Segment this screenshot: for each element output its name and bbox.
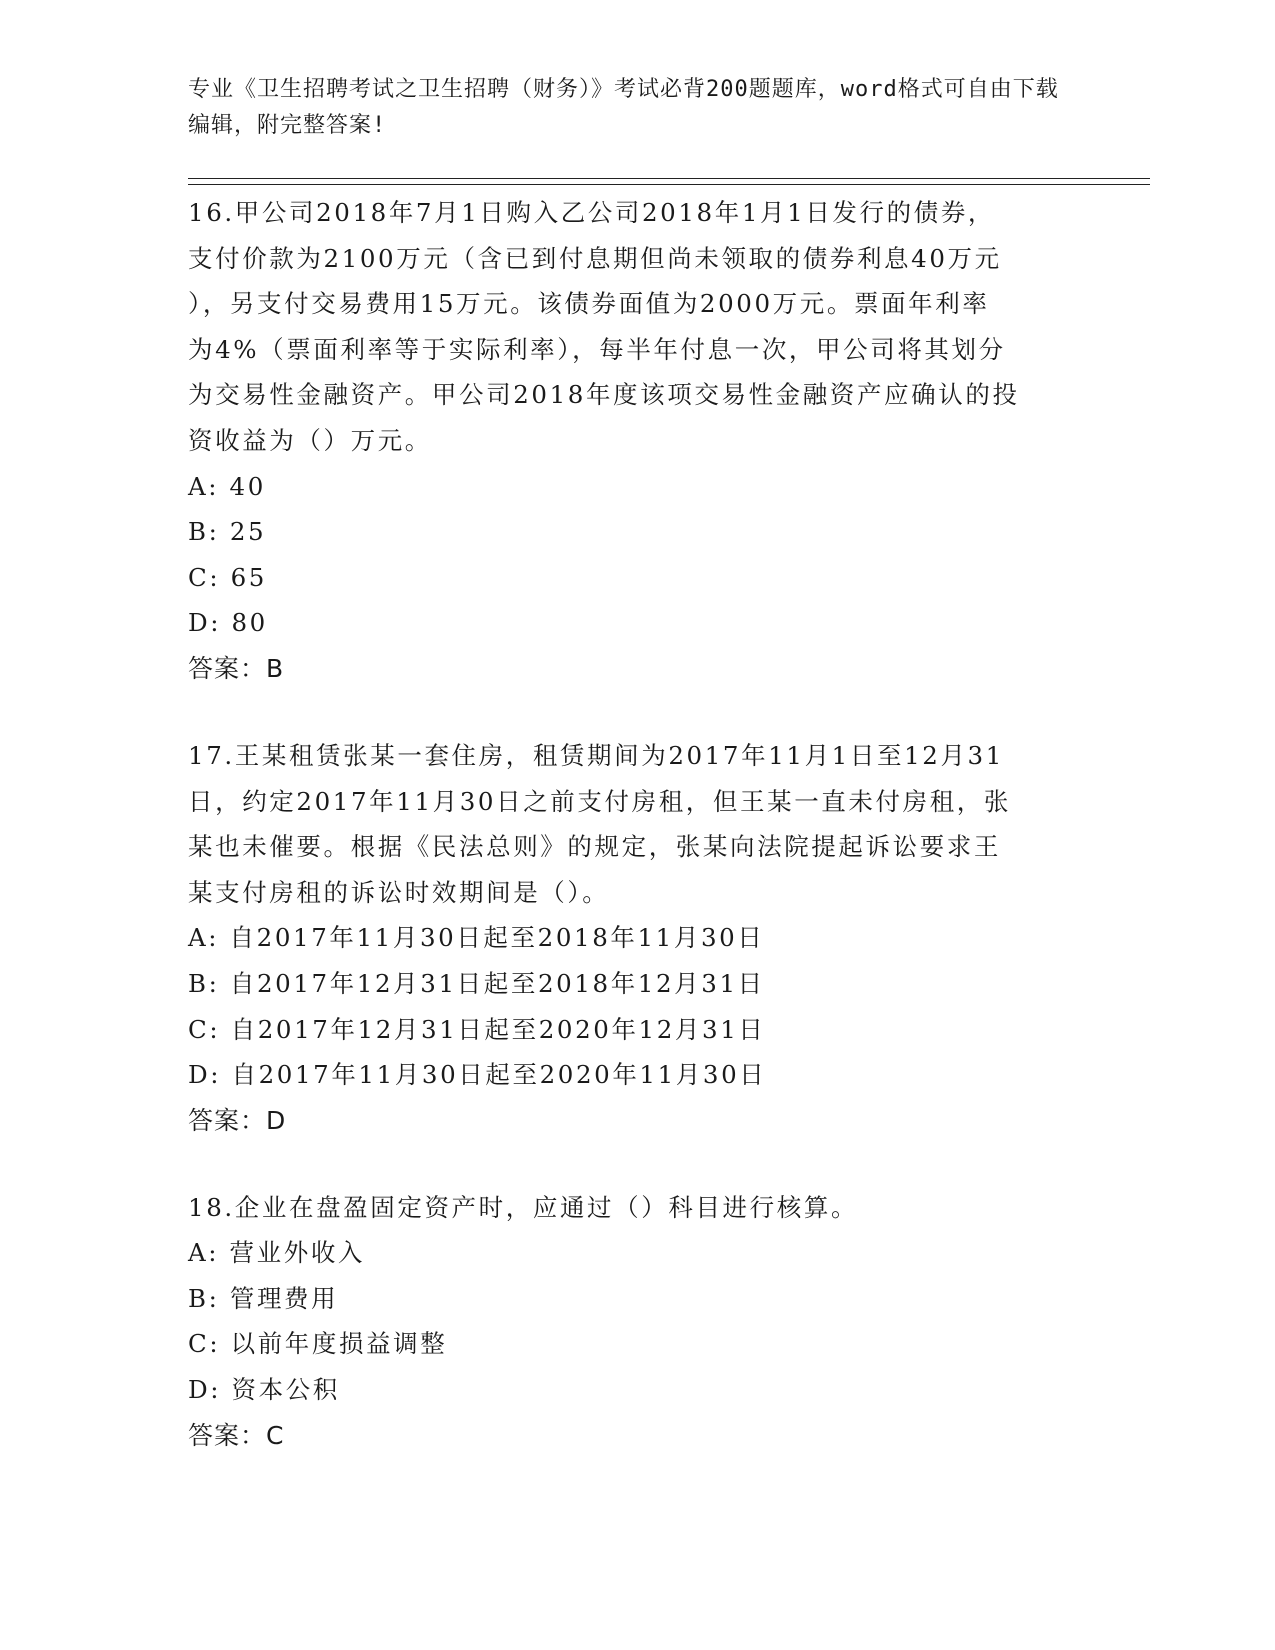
option-d: D: 自2017年11月30日起至2020年11月30日 bbox=[188, 1060, 767, 1090]
question-16 bbox=[188, 190, 1088, 692]
option-a: A: 营业外收入 bbox=[188, 1238, 366, 1268]
answer-line: 答案：B bbox=[188, 653, 285, 683]
document-header: 专业《卫生招聘考试之卫生招聘（财务）》考试必背200题题库，word格式可自由下载编辑，附完整答案! bbox=[188, 77, 1059, 138]
option-a: A: 40 bbox=[188, 471, 266, 501]
option-c: C: 以前年度损益调整 bbox=[188, 1329, 448, 1359]
option-b: B: 25 bbox=[188, 517, 267, 547]
question-18 bbox=[188, 1185, 1088, 1459]
question-stem: 16.甲公司2018年7月1日购入乙公司2018年1月1日发行的债券， 支付价款为2100万元（含已到付息期但尚未领取的债券利息40万元 ），另支付交易费用15万元。该债券面值为2000万元。票面年利率 为4%（票面利率等于实际利率），每半年付息一次，甲公司将其划分 为交易性金融资产。甲公司2018年度该项交易性金融资产应确认的投 资收益为（）万元。 bbox=[188, 198, 1020, 455]
answer-line: 答案：C bbox=[188, 1420, 285, 1450]
option-d: D: 80 bbox=[188, 608, 268, 638]
option-d: D: 资本公积 bbox=[188, 1375, 340, 1405]
question-17 bbox=[188, 733, 1088, 1144]
question-stem: 17.王某租赁张某一套住房，租赁期间为2017年11月1日至12月31 日，约定2017年11月30日之前支付房租，但王某一直未付房租，张 某也未催要。根据《民法总则》的规定，张某向法院提起诉讼要求王 某支付房租的诉讼时效期间是（）。 bbox=[188, 740, 1011, 907]
option-c: C: 65 bbox=[188, 562, 267, 592]
answer-line: 答案：D bbox=[188, 1105, 287, 1135]
question-list bbox=[188, 190, 1088, 1500]
header-divider-top bbox=[188, 178, 1150, 179]
option-c: C: 自2017年12月31日起至2020年12月31日 bbox=[188, 1014, 766, 1044]
header-divider-bottom bbox=[188, 184, 1150, 185]
option-b: B: 自2017年12月31日起至2018年12月31日 bbox=[188, 968, 765, 998]
option-b: B: 管理费用 bbox=[188, 1283, 339, 1313]
question-stem: 18.企业在盘盈固定资产时，应通过（）科目进行核算。 bbox=[188, 1192, 859, 1222]
option-a: A: 自2017年11月30日起至2018年11月30日 bbox=[188, 923, 765, 953]
